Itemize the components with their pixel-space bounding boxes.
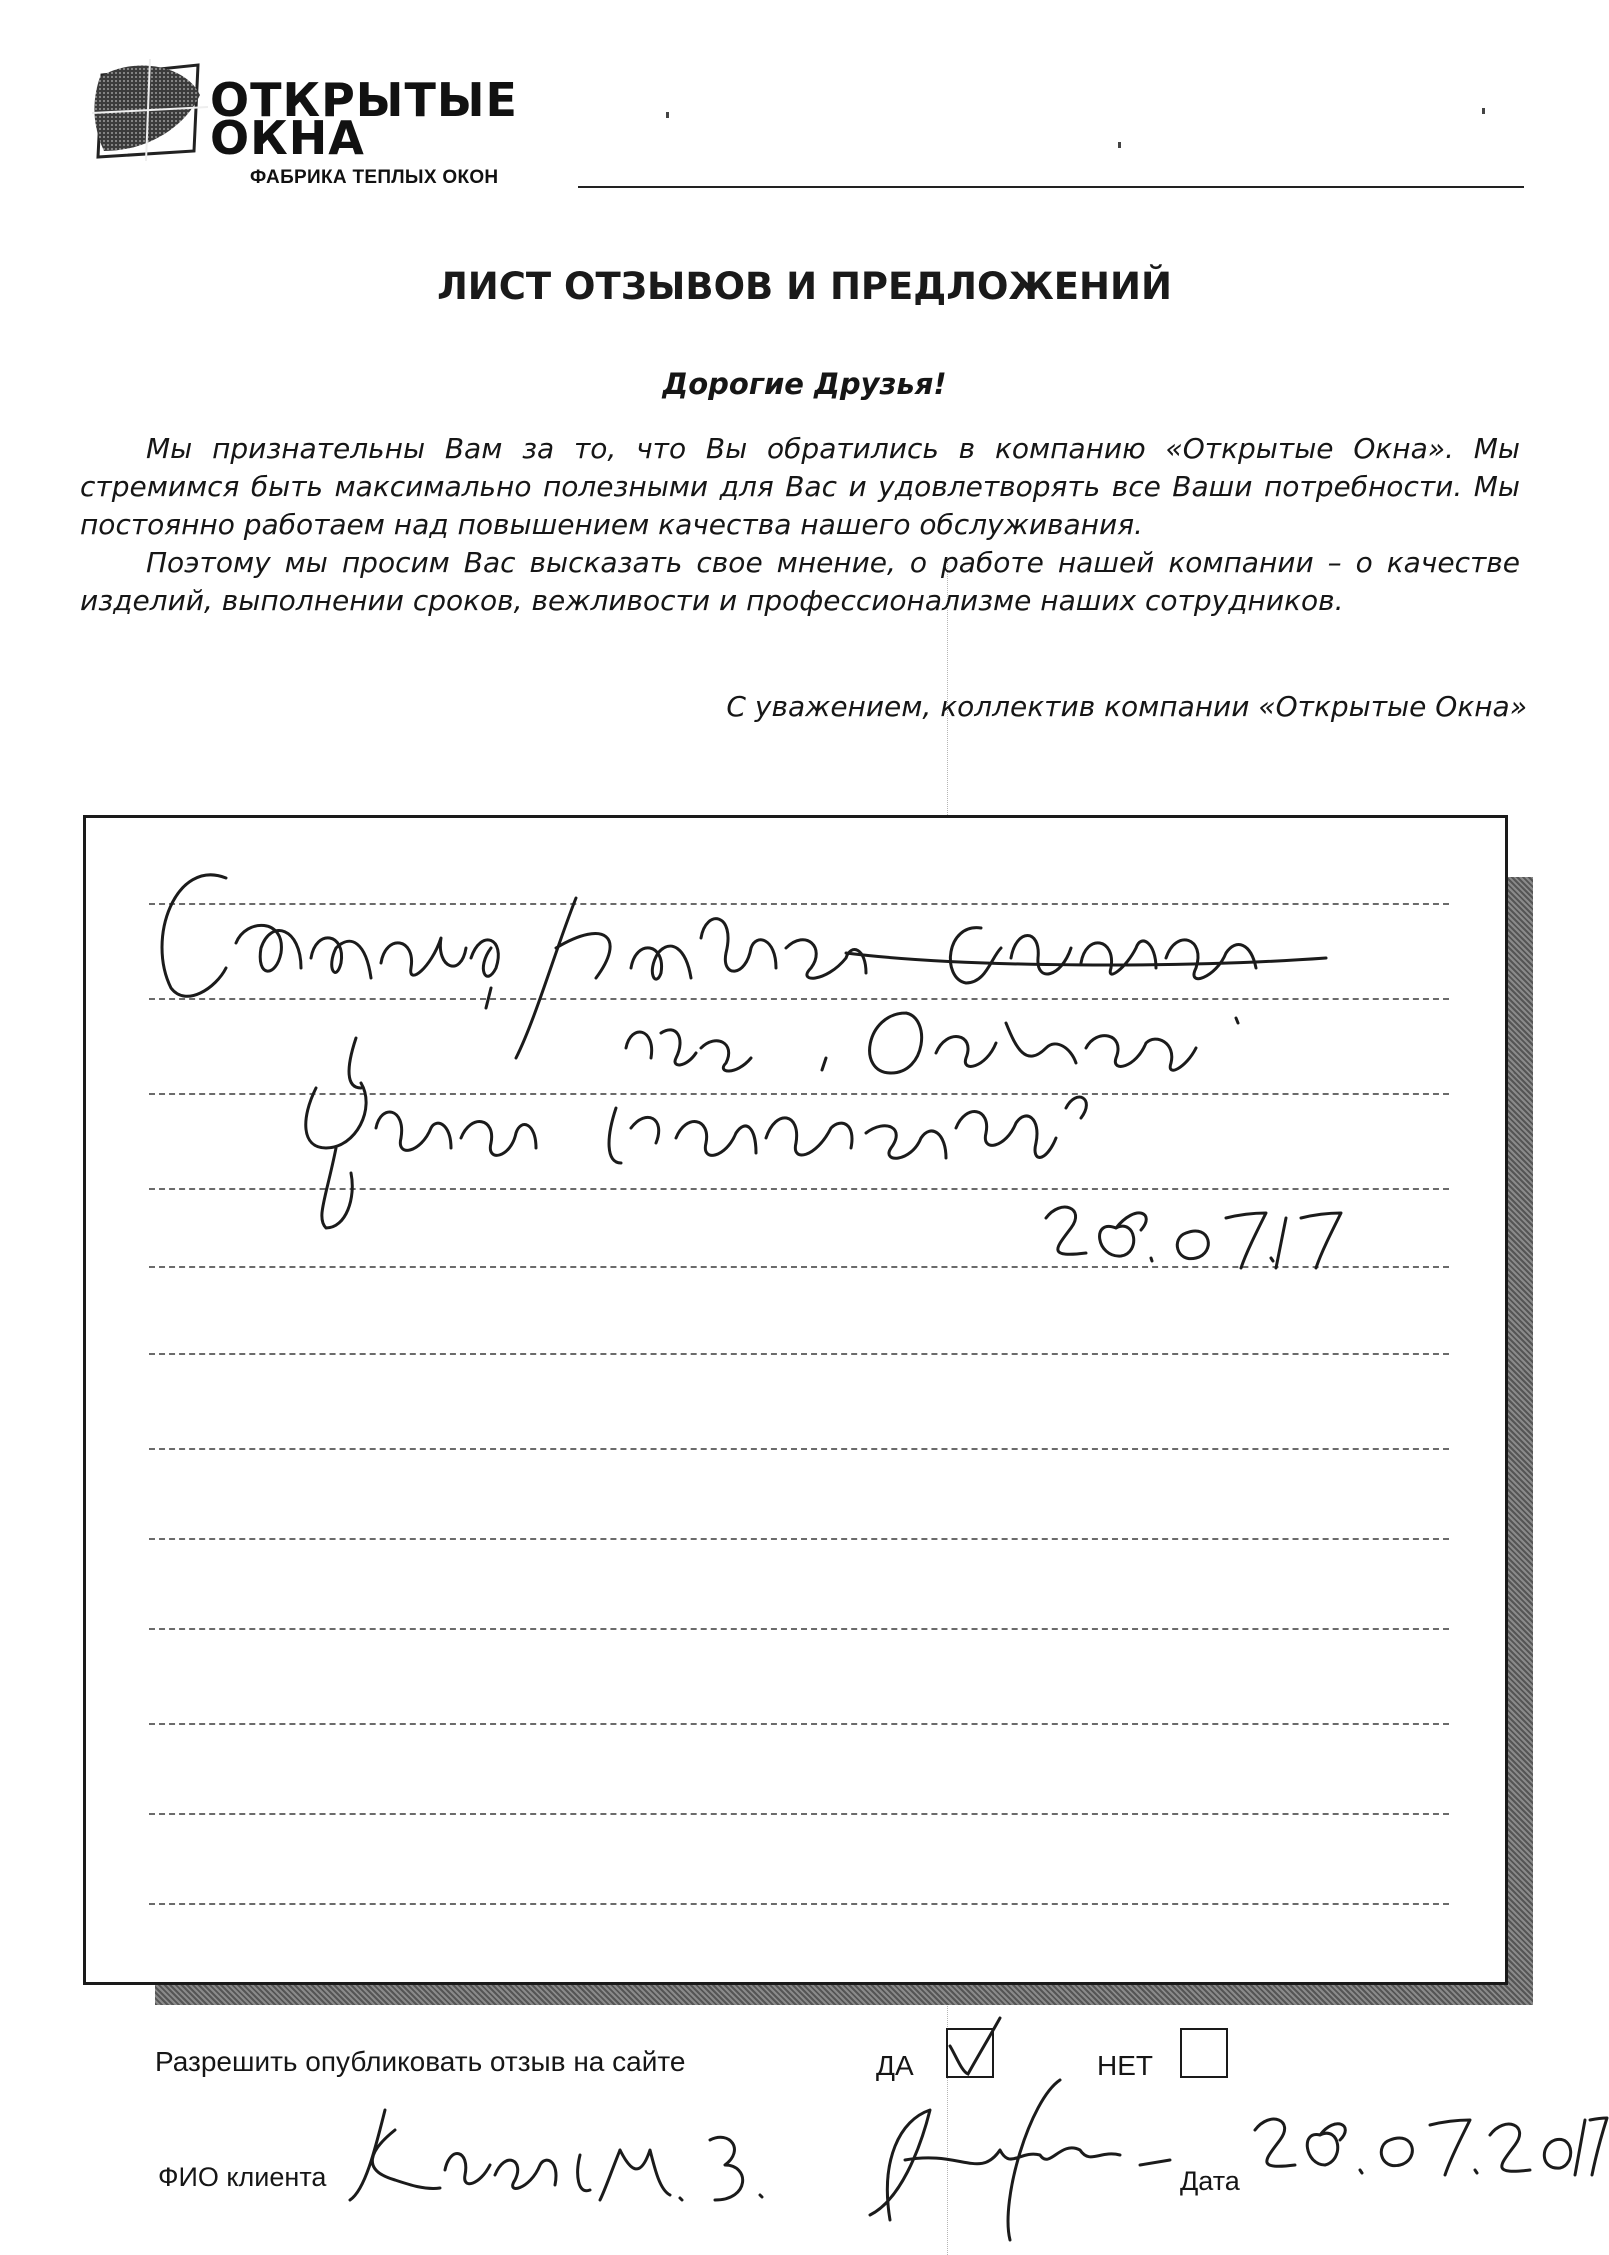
no-checkbox[interactable] — [1180, 2028, 1228, 2078]
writing-line — [149, 1448, 1449, 1450]
writing-line — [149, 1723, 1449, 1725]
intro-paragraph: Мы признательны Вам за то, что Вы обратились в компанию «Открытые Окна». Мы стремимся быть максимально полезными для Вас и удовлетворять все Ваши потребности. Мы постоянно работаем над повышением качества нашего обслуживания. — [80, 432, 1520, 541]
writing-line — [149, 1188, 1449, 1190]
logo-text-line1: ОТКРЫТЫЕ — [210, 73, 518, 127]
writing-line — [149, 1628, 1449, 1630]
date-label: Дата — [1180, 2166, 1240, 2196]
logo-text-line2: ОКНА — [210, 111, 365, 165]
writing-line — [149, 903, 1449, 905]
publish-consent-label: Разрешить опубликовать отзыв на сайте — [155, 2046, 686, 2077]
writing-line — [149, 1266, 1449, 1268]
handwritten-line — [86, 818, 87, 819]
window-logo-icon — [90, 55, 210, 165]
client-name — [0, 0, 1, 1]
date-value — [0, 0, 1, 1]
sign-off: С уважением, коллектив компании «Открытые Окна» — [726, 690, 1527, 723]
writing-line — [149, 1903, 1449, 1905]
intro-paragraph: Поэтому мы просим Вас высказать свое мнение, о работе нашей компании – о качестве изделий, выполнении сроков, вежливости и профессионализме наших сотрудников. — [80, 546, 1520, 617]
writing-line — [149, 1353, 1449, 1355]
checkmark-icon — [942, 2016, 1002, 2086]
scan-speck — [1118, 142, 1121, 148]
scan-speck — [666, 112, 669, 118]
writing-line — [149, 1813, 1449, 1815]
header-divider — [578, 186, 1524, 188]
feedback-card[interactable] — [83, 815, 1508, 1985]
writing-line — [149, 1093, 1449, 1095]
intro-text — [80, 430, 1520, 620]
scan-speck — [1482, 108, 1485, 114]
greeting: Дорогие Друзья! — [662, 367, 947, 401]
handwritten-line — [86, 818, 87, 819]
writing-line — [149, 1538, 1449, 1540]
yes-checkbox[interactable] — [946, 2028, 994, 2078]
logo-tagline: ФАБРИКА ТЕПЛЫХ ОКОН — [250, 167, 499, 188]
no-label: НЕТ — [1097, 2050, 1153, 2081]
writing-line — [149, 998, 1449, 1000]
company-logo — [90, 55, 550, 195]
handwritten-line — [86, 818, 87, 819]
handwritten-line — [86, 818, 87, 819]
client-name-label: ФИО клиента — [158, 2162, 327, 2192]
page-title: ЛИСТ ОТЗЫВОВ И ПРЕДЛОЖЕНИЙ — [437, 265, 1172, 308]
yes-label: ДА — [876, 2050, 914, 2081]
